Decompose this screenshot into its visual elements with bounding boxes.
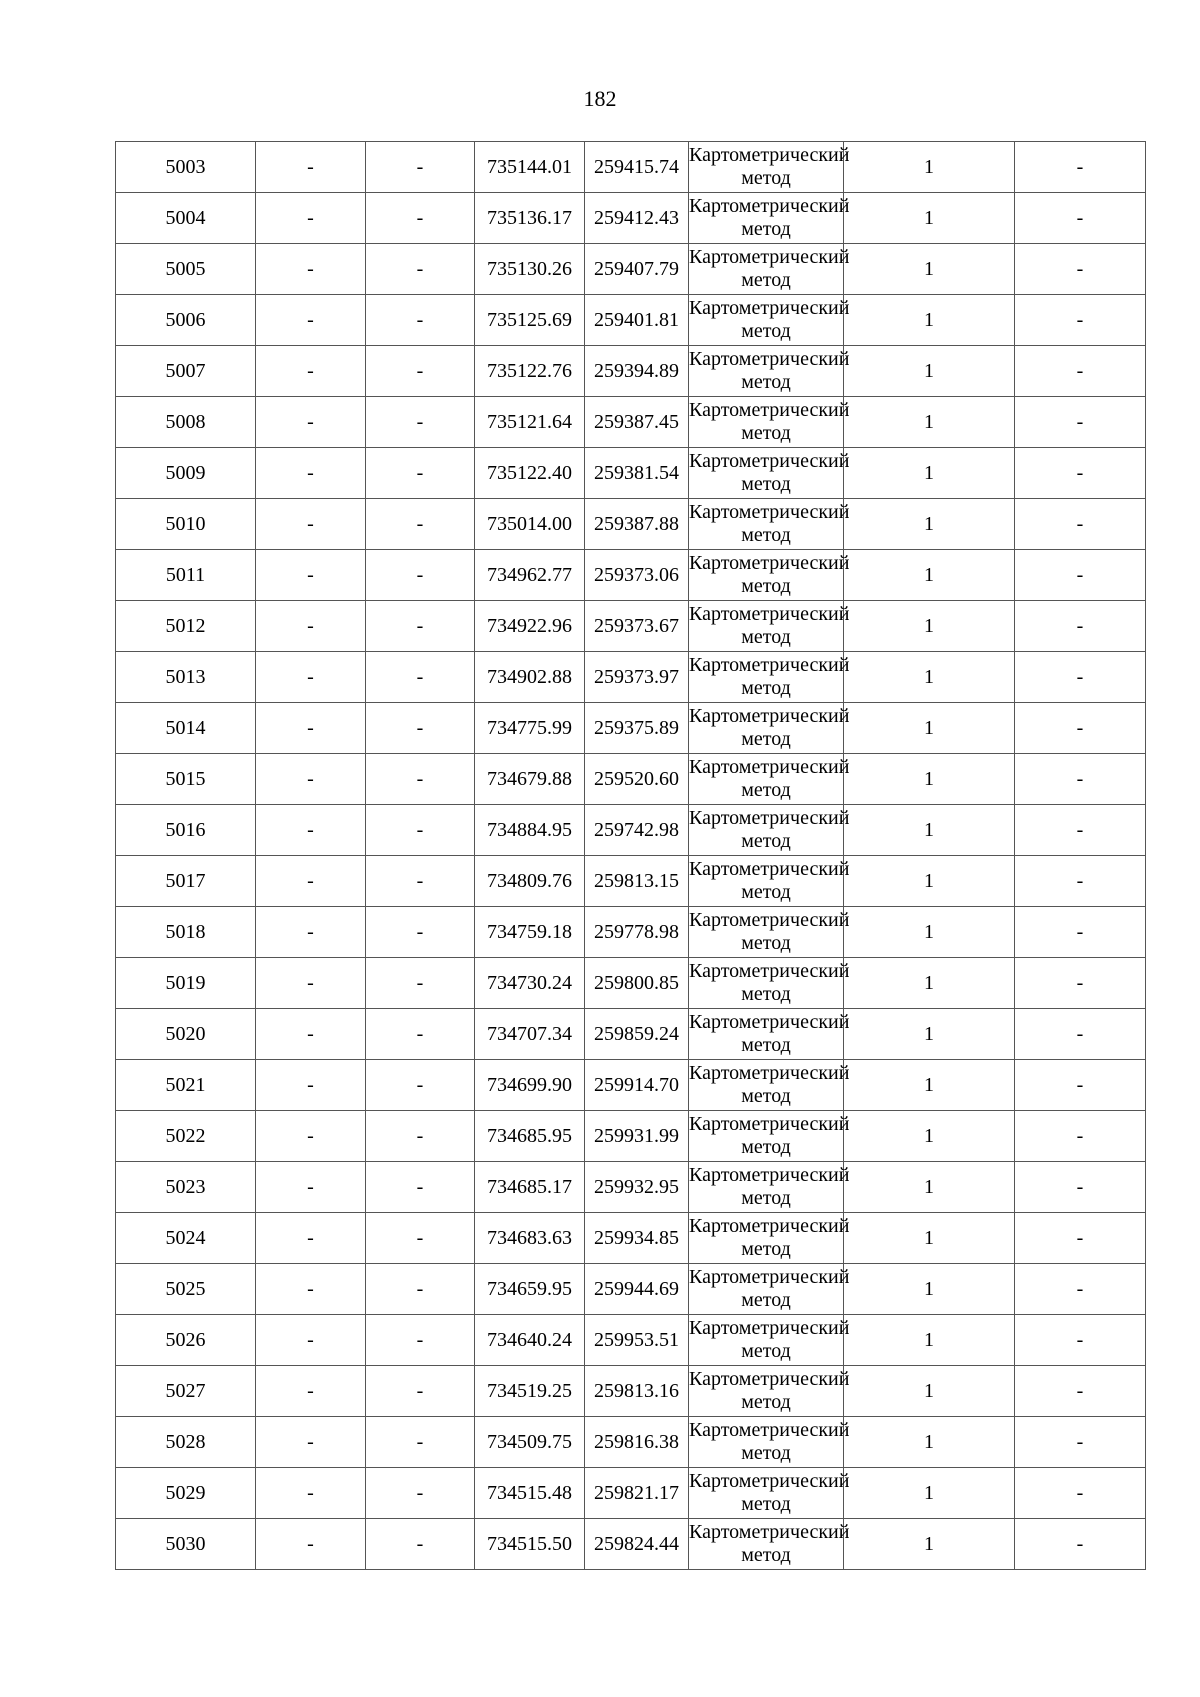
empty-dash-cell: - [256, 958, 366, 1009]
empty-dash-cell: - [366, 193, 475, 244]
table-row [116, 1468, 1146, 1519]
accuracy-cell: 1 [844, 1060, 1015, 1111]
point-number-cell: 5017 [116, 856, 256, 907]
empty-dash-cell: - [366, 601, 475, 652]
accuracy-cell: 1 [844, 1162, 1015, 1213]
table-row [116, 244, 1146, 295]
method-cell: Картометрический метод [689, 907, 844, 958]
accuracy-cell: 1 [844, 958, 1015, 1009]
empty-dash-cell: - [366, 754, 475, 805]
x-coordinate-cell: 734699.90 [475, 1060, 585, 1111]
empty-dash-cell: - [1015, 958, 1146, 1009]
empty-dash-cell: - [256, 856, 366, 907]
method-cell: Картометрический метод [689, 652, 844, 703]
method-cell: Картометрический метод [689, 1417, 844, 1468]
method-cell: Картометрический метод [689, 346, 844, 397]
y-coordinate-cell: 259914.70 [585, 1060, 689, 1111]
y-coordinate-cell: 259373.06 [585, 550, 689, 601]
x-coordinate-cell: 734922.96 [475, 601, 585, 652]
empty-dash-cell: - [256, 1060, 366, 1111]
method-cell: Картометрический метод [689, 193, 844, 244]
method-cell: Картометрический метод [689, 1111, 844, 1162]
method-cell: Картометрический метод [689, 142, 844, 193]
empty-dash-cell: - [256, 1162, 366, 1213]
table-row [116, 1366, 1146, 1417]
method-cell: Картометрический метод [689, 448, 844, 499]
method-cell: Картометрический метод [689, 397, 844, 448]
point-number-cell: 5029 [116, 1468, 256, 1519]
y-coordinate-cell: 259813.15 [585, 856, 689, 907]
point-number-cell: 5030 [116, 1519, 256, 1570]
empty-dash-cell: - [256, 1519, 366, 1570]
table-row [116, 142, 1146, 193]
point-number-cell: 5023 [116, 1162, 256, 1213]
table-row [116, 856, 1146, 907]
x-coordinate-cell: 735121.64 [475, 397, 585, 448]
x-coordinate-cell: 734509.75 [475, 1417, 585, 1468]
y-coordinate-cell: 259800.85 [585, 958, 689, 1009]
y-coordinate-cell: 259373.97 [585, 652, 689, 703]
empty-dash-cell: - [1015, 397, 1146, 448]
table-row [116, 1111, 1146, 1162]
accuracy-cell: 1 [844, 244, 1015, 295]
empty-dash-cell: - [366, 1315, 475, 1366]
empty-dash-cell: - [366, 805, 475, 856]
point-number-cell: 5027 [116, 1366, 256, 1417]
empty-dash-cell: - [366, 1213, 475, 1264]
y-coordinate-cell: 259932.95 [585, 1162, 689, 1213]
empty-dash-cell: - [1015, 1417, 1146, 1468]
empty-dash-cell: - [1015, 601, 1146, 652]
table-row [116, 1264, 1146, 1315]
accuracy-cell: 1 [844, 907, 1015, 958]
empty-dash-cell: - [366, 703, 475, 754]
point-number-cell: 5022 [116, 1111, 256, 1162]
point-number-cell: 5014 [116, 703, 256, 754]
y-coordinate-cell: 259813.16 [585, 1366, 689, 1417]
table-row [116, 499, 1146, 550]
empty-dash-cell: - [1015, 550, 1146, 601]
empty-dash-cell: - [366, 1111, 475, 1162]
empty-dash-cell: - [366, 499, 475, 550]
y-coordinate-cell: 259415.74 [585, 142, 689, 193]
empty-dash-cell: - [366, 1264, 475, 1315]
point-number-cell: 5026 [116, 1315, 256, 1366]
accuracy-cell: 1 [844, 397, 1015, 448]
accuracy-cell: 1 [844, 1009, 1015, 1060]
empty-dash-cell: - [1015, 1060, 1146, 1111]
method-cell: Картометрический метод [689, 295, 844, 346]
x-coordinate-cell: 734884.95 [475, 805, 585, 856]
x-coordinate-cell: 734685.95 [475, 1111, 585, 1162]
x-coordinate-cell: 734707.34 [475, 1009, 585, 1060]
empty-dash-cell: - [1015, 499, 1146, 550]
empty-dash-cell: - [256, 550, 366, 601]
x-coordinate-cell: 734515.50 [475, 1519, 585, 1570]
x-coordinate-cell: 735122.40 [475, 448, 585, 499]
accuracy-cell: 1 [844, 1468, 1015, 1519]
table-row [116, 754, 1146, 805]
empty-dash-cell: - [256, 397, 366, 448]
x-coordinate-cell: 735014.00 [475, 499, 585, 550]
y-coordinate-cell: 259381.54 [585, 448, 689, 499]
x-coordinate-cell: 735125.69 [475, 295, 585, 346]
table-row [116, 1417, 1146, 1468]
empty-dash-cell: - [1015, 1111, 1146, 1162]
method-cell: Картометрический метод [689, 1213, 844, 1264]
empty-dash-cell: - [256, 1264, 366, 1315]
method-cell: Картометрический метод [689, 754, 844, 805]
point-number-cell: 5012 [116, 601, 256, 652]
y-coordinate-cell: 259944.69 [585, 1264, 689, 1315]
empty-dash-cell: - [1015, 907, 1146, 958]
x-coordinate-cell: 734685.17 [475, 1162, 585, 1213]
y-coordinate-cell: 259401.81 [585, 295, 689, 346]
empty-dash-cell: - [256, 1417, 366, 1468]
empty-dash-cell: - [256, 601, 366, 652]
point-number-cell: 5021 [116, 1060, 256, 1111]
empty-dash-cell: - [1015, 193, 1146, 244]
table-body [116, 142, 1146, 1570]
method-cell: Картометрический метод [689, 1468, 844, 1519]
table-row [116, 448, 1146, 499]
empty-dash-cell: - [1015, 346, 1146, 397]
accuracy-cell: 1 [844, 1417, 1015, 1468]
empty-dash-cell: - [1015, 1213, 1146, 1264]
accuracy-cell: 1 [844, 805, 1015, 856]
table-row [116, 346, 1146, 397]
empty-dash-cell: - [366, 652, 475, 703]
empty-dash-cell: - [366, 550, 475, 601]
y-coordinate-cell: 259742.98 [585, 805, 689, 856]
method-cell: Картометрический метод [689, 244, 844, 295]
table-row [116, 295, 1146, 346]
empty-dash-cell: - [256, 652, 366, 703]
accuracy-cell: 1 [844, 499, 1015, 550]
empty-dash-cell: - [256, 754, 366, 805]
empty-dash-cell: - [366, 244, 475, 295]
y-coordinate-cell: 259931.99 [585, 1111, 689, 1162]
x-coordinate-cell: 734775.99 [475, 703, 585, 754]
empty-dash-cell: - [256, 142, 366, 193]
accuracy-cell: 1 [844, 1519, 1015, 1570]
empty-dash-cell: - [1015, 805, 1146, 856]
method-cell: Картометрический метод [689, 1162, 844, 1213]
point-number-cell: 5010 [116, 499, 256, 550]
point-number-cell: 5005 [116, 244, 256, 295]
table-row [116, 805, 1146, 856]
point-number-cell: 5013 [116, 652, 256, 703]
table-row [116, 1213, 1146, 1264]
empty-dash-cell: - [366, 1468, 475, 1519]
empty-dash-cell: - [256, 1366, 366, 1417]
empty-dash-cell: - [366, 907, 475, 958]
empty-dash-cell: - [1015, 1468, 1146, 1519]
y-coordinate-cell: 259824.44 [585, 1519, 689, 1570]
accuracy-cell: 1 [844, 550, 1015, 601]
empty-dash-cell: - [256, 193, 366, 244]
empty-dash-cell: - [256, 1111, 366, 1162]
table-row [116, 1519, 1146, 1570]
accuracy-cell: 1 [844, 193, 1015, 244]
method-cell: Картометрический метод [689, 1366, 844, 1417]
method-cell: Картометрический метод [689, 601, 844, 652]
x-coordinate-cell: 734759.18 [475, 907, 585, 958]
empty-dash-cell: - [366, 1519, 475, 1570]
x-coordinate-cell: 734683.63 [475, 1213, 585, 1264]
x-coordinate-cell: 734640.24 [475, 1315, 585, 1366]
y-coordinate-cell: 259859.24 [585, 1009, 689, 1060]
point-number-cell: 5028 [116, 1417, 256, 1468]
empty-dash-cell: - [1015, 856, 1146, 907]
x-coordinate-cell: 734519.25 [475, 1366, 585, 1417]
table-row [116, 193, 1146, 244]
empty-dash-cell: - [256, 1315, 366, 1366]
point-number-cell: 5019 [116, 958, 256, 1009]
empty-dash-cell: - [366, 1060, 475, 1111]
empty-dash-cell: - [256, 907, 366, 958]
method-cell: Картометрический метод [689, 805, 844, 856]
x-coordinate-cell: 734902.88 [475, 652, 585, 703]
accuracy-cell: 1 [844, 1366, 1015, 1417]
empty-dash-cell: - [1015, 1009, 1146, 1060]
table-row [116, 1162, 1146, 1213]
method-cell: Картометрический метод [689, 1519, 844, 1570]
accuracy-cell: 1 [844, 346, 1015, 397]
empty-dash-cell: - [1015, 1264, 1146, 1315]
y-coordinate-cell: 259412.43 [585, 193, 689, 244]
accuracy-cell: 1 [844, 1111, 1015, 1162]
y-coordinate-cell: 259778.98 [585, 907, 689, 958]
accuracy-cell: 1 [844, 856, 1015, 907]
empty-dash-cell: - [366, 397, 475, 448]
empty-dash-cell: - [366, 1162, 475, 1213]
empty-dash-cell: - [256, 346, 366, 397]
point-number-cell: 5006 [116, 295, 256, 346]
empty-dash-cell: - [256, 703, 366, 754]
method-cell: Картометрический метод [689, 703, 844, 754]
accuracy-cell: 1 [844, 652, 1015, 703]
empty-dash-cell: - [1015, 142, 1146, 193]
empty-dash-cell: - [366, 295, 475, 346]
y-coordinate-cell: 259387.45 [585, 397, 689, 448]
empty-dash-cell: - [256, 499, 366, 550]
point-number-cell: 5003 [116, 142, 256, 193]
accuracy-cell: 1 [844, 703, 1015, 754]
coordinates-table [115, 141, 1146, 1570]
empty-dash-cell: - [1015, 448, 1146, 499]
table-row [116, 958, 1146, 1009]
accuracy-cell: 1 [844, 601, 1015, 652]
point-number-cell: 5008 [116, 397, 256, 448]
table-row [116, 1315, 1146, 1366]
empty-dash-cell: - [366, 346, 475, 397]
empty-dash-cell: - [1015, 652, 1146, 703]
x-coordinate-cell: 735136.17 [475, 193, 585, 244]
point-number-cell: 5020 [116, 1009, 256, 1060]
x-coordinate-cell: 734679.88 [475, 754, 585, 805]
empty-dash-cell: - [1015, 1366, 1146, 1417]
y-coordinate-cell: 259816.38 [585, 1417, 689, 1468]
point-number-cell: 5015 [116, 754, 256, 805]
table-row [116, 1009, 1146, 1060]
table-row [116, 550, 1146, 601]
method-cell: Картометрический метод [689, 1060, 844, 1111]
point-number-cell: 5004 [116, 193, 256, 244]
empty-dash-cell: - [1015, 754, 1146, 805]
x-coordinate-cell: 734730.24 [475, 958, 585, 1009]
table-row [116, 703, 1146, 754]
y-coordinate-cell: 259375.89 [585, 703, 689, 754]
y-coordinate-cell: 259934.85 [585, 1213, 689, 1264]
accuracy-cell: 1 [844, 142, 1015, 193]
empty-dash-cell: - [256, 448, 366, 499]
table-row [116, 397, 1146, 448]
method-cell: Картометрический метод [689, 550, 844, 601]
point-number-cell: 5009 [116, 448, 256, 499]
table-row [116, 1060, 1146, 1111]
empty-dash-cell: - [366, 1417, 475, 1468]
accuracy-cell: 1 [844, 1213, 1015, 1264]
empty-dash-cell: - [366, 1366, 475, 1417]
empty-dash-cell: - [256, 1009, 366, 1060]
y-coordinate-cell: 259821.17 [585, 1468, 689, 1519]
point-number-cell: 5016 [116, 805, 256, 856]
point-number-cell: 5025 [116, 1264, 256, 1315]
x-coordinate-cell: 734515.48 [475, 1468, 585, 1519]
y-coordinate-cell: 259373.67 [585, 601, 689, 652]
empty-dash-cell: - [256, 295, 366, 346]
point-number-cell: 5024 [116, 1213, 256, 1264]
empty-dash-cell: - [256, 1213, 366, 1264]
accuracy-cell: 1 [844, 1264, 1015, 1315]
x-coordinate-cell: 735122.76 [475, 346, 585, 397]
empty-dash-cell: - [256, 805, 366, 856]
empty-dash-cell: - [366, 1009, 475, 1060]
empty-dash-cell: - [1015, 1315, 1146, 1366]
point-number-cell: 5007 [116, 346, 256, 397]
accuracy-cell: 1 [844, 295, 1015, 346]
x-coordinate-cell: 734659.95 [475, 1264, 585, 1315]
empty-dash-cell: - [366, 142, 475, 193]
empty-dash-cell: - [256, 1468, 366, 1519]
x-coordinate-cell: 734809.76 [475, 856, 585, 907]
empty-dash-cell: - [1015, 703, 1146, 754]
y-coordinate-cell: 259407.79 [585, 244, 689, 295]
method-cell: Картометрический метод [689, 958, 844, 1009]
empty-dash-cell: - [1015, 244, 1146, 295]
empty-dash-cell: - [1015, 1162, 1146, 1213]
y-coordinate-cell: 259394.89 [585, 346, 689, 397]
table-row [116, 601, 1146, 652]
empty-dash-cell: - [256, 244, 366, 295]
point-number-cell: 5011 [116, 550, 256, 601]
empty-dash-cell: - [1015, 1519, 1146, 1570]
method-cell: Картометрический метод [689, 1315, 844, 1366]
accuracy-cell: 1 [844, 448, 1015, 499]
page-number: 182 [583, 86, 617, 111]
table-row [116, 652, 1146, 703]
point-number-cell: 5018 [116, 907, 256, 958]
y-coordinate-cell: 259953.51 [585, 1315, 689, 1366]
empty-dash-cell: - [1015, 295, 1146, 346]
empty-dash-cell: - [366, 448, 475, 499]
empty-dash-cell: - [366, 856, 475, 907]
method-cell: Картометрический метод [689, 1264, 844, 1315]
x-coordinate-cell: 735130.26 [475, 244, 585, 295]
accuracy-cell: 1 [844, 1315, 1015, 1366]
table-row [116, 907, 1146, 958]
y-coordinate-cell: 259387.88 [585, 499, 689, 550]
y-coordinate-cell: 259520.60 [585, 754, 689, 805]
method-cell: Картометрический метод [689, 1009, 844, 1060]
x-coordinate-cell: 735144.01 [475, 142, 585, 193]
method-cell: Картометрический метод [689, 499, 844, 550]
x-coordinate-cell: 734962.77 [475, 550, 585, 601]
method-cell: Картометрический метод [689, 856, 844, 907]
accuracy-cell: 1 [844, 754, 1015, 805]
empty-dash-cell: - [366, 958, 475, 1009]
